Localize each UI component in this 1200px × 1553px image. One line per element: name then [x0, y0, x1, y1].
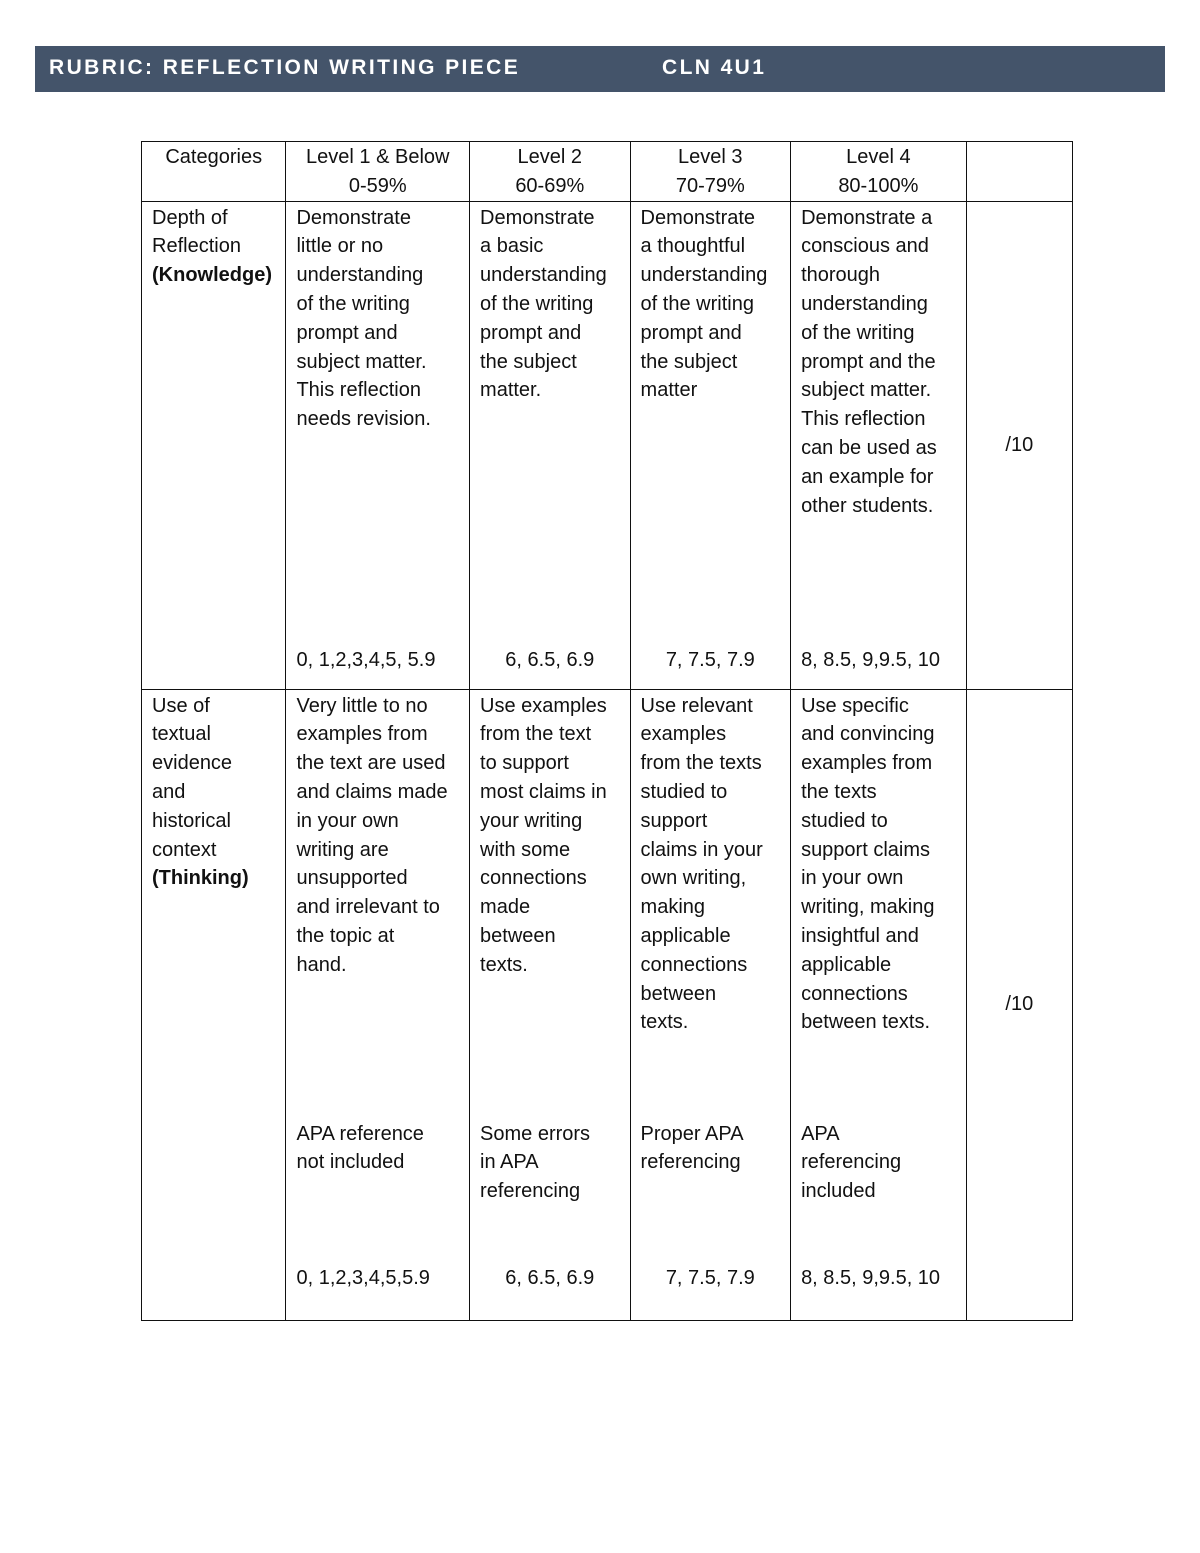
score-cell: /10 [966, 689, 1072, 1320]
category-label: Use of textual evidence and historical context [152, 694, 233, 861]
header-level-1: Level 1 & Below 0-59% [286, 142, 470, 202]
score-cell: /10 [966, 201, 1072, 689]
level-4-cell [791, 201, 967, 689]
level-points: 6, 6.5, 6.9 [505, 1266, 595, 1289]
level-2-cell [470, 201, 631, 689]
level-3-cell [630, 201, 791, 689]
level-description: Use examples from the text to support most claims in your writing with some connections made between texts. [480, 694, 607, 976]
header-score [966, 142, 1072, 202]
document-title: RUBRIC: REFLECTION WRITING PIECE [49, 56, 521, 79]
category-cell [142, 689, 286, 1320]
apa-note: Proper APA referencing [640, 1122, 744, 1174]
table-row [142, 201, 1073, 689]
apa-note: Some errors in APA referencing [480, 1122, 591, 1203]
level-points: 0, 1,2,3,4,5, 5.9 [296, 648, 436, 671]
level-description: Very little to no examples from the text are used and claims made in your own writing are unsupported and irrelevant to the topic at hand. [296, 694, 448, 976]
level-1-cell [286, 689, 470, 1320]
level-points: 7, 7.5, 7.9 [665, 1266, 755, 1289]
level-description: Demonstrate a conscious and thorough understanding of the writing prompt and the subject matter. This reflection can be used as an example for other students. [801, 206, 937, 517]
course-code: CLN 4U1 [662, 56, 767, 79]
header-level-3: Level 3 70-79% [630, 142, 791, 202]
header-level-4: Level 4 80-100% [791, 142, 967, 202]
level-3-cell [630, 689, 791, 1320]
header-banner [35, 46, 1165, 92]
level-points: 8, 8.5, 9,9.5, 10 [801, 648, 941, 671]
level-1-cell [286, 201, 470, 689]
level-points: 6, 6.5, 6.9 [505, 648, 595, 671]
category-label: Depth of Reflection [152, 206, 241, 258]
level-description: Use specific and convincing examples from the texts studied to support claims in your own writing, making insightful and applicable connections between texts. [801, 694, 935, 1034]
level-2-cell [470, 689, 631, 1320]
level-points: 7, 7.5, 7.9 [665, 648, 755, 671]
header-level-2: Level 2 60-69% [470, 142, 631, 202]
category-tag: (Thinking) [152, 867, 249, 890]
rubric-table [141, 141, 1073, 1321]
level-points: 0, 1,2,3,4,5,5.9 [296, 1266, 430, 1289]
level-description: Demonstrate a basic understanding of the writing prompt and the subject matter. [480, 206, 607, 402]
level-description: Demonstrate little or no understanding of the writing prompt and subject matter. This reflection needs revision. [296, 206, 431, 431]
apa-note: APA reference not included [296, 1122, 424, 1174]
level-description: Demonstrate a thoughtful understanding of the writing prompt and the subject matter [640, 206, 768, 402]
category-tag: (Knowledge) [152, 264, 272, 287]
category-cell [142, 201, 286, 689]
level-points: 8, 8.5, 9,9.5, 10 [801, 1266, 941, 1289]
apa-note: APA referencing included [801, 1122, 902, 1203]
level-description: Use relevant examples from the texts studied to support claims in your own writing, making applicable connections between texts. [640, 694, 763, 1034]
level-4-cell [791, 689, 967, 1320]
header-categories: Categories [142, 142, 286, 202]
table-row [142, 689, 1073, 1320]
header-row [142, 142, 1073, 202]
